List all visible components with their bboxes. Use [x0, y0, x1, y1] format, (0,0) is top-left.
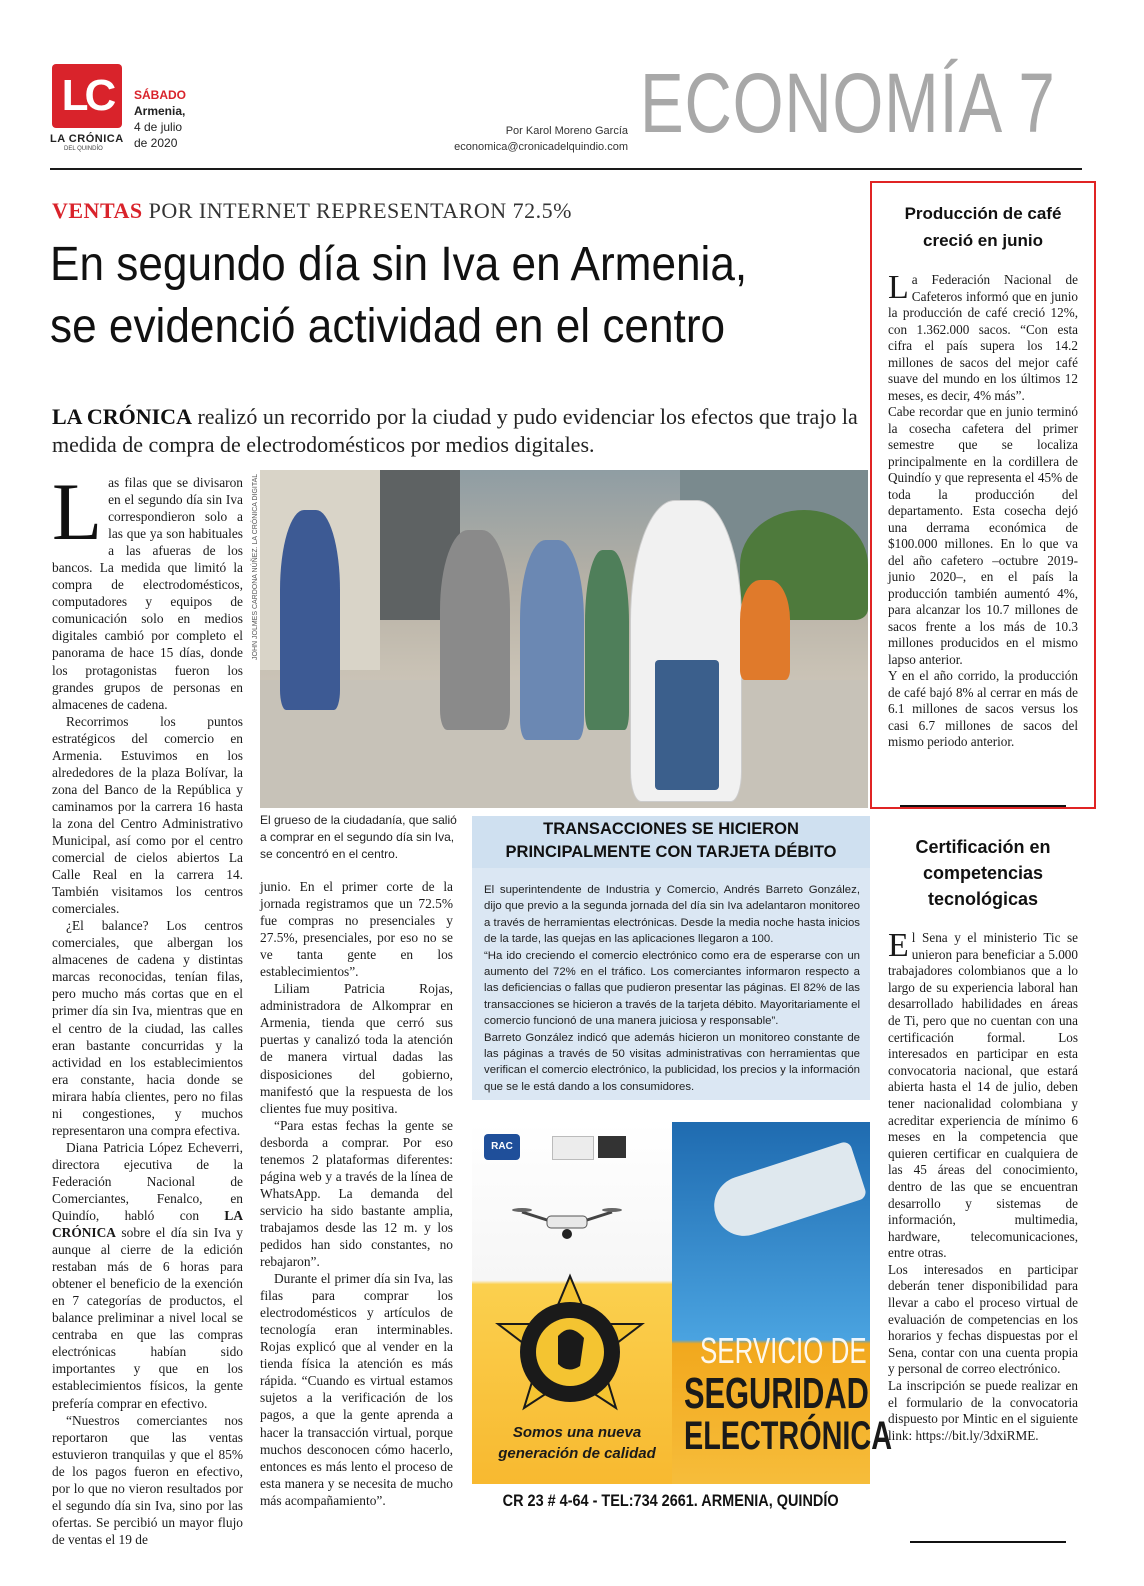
cert-paragraph-1: l Sena y el ministerio Tic se unieron para beneficiar a 5.000 trabajadores colombianos que a lo largo de su experiencia laboral han desarrollado habilidades en áreas de Ti, pero que no cuentan con una certificación formal. Los interesados en participar en esta convocatoria nacional, que estará abierta hasta el 14 de julio, deben tener nacionalidad colombiana y acreditar experiencia de mínimo 6 meses en la competencia que quieren certificar en cualquiera de las 45 áreas del conocimiento, dentro de las que se encuentran desarrollo y sistemas de información, multimedia, hardware, telecomunicaciones, entre otras. — [888, 930, 1078, 1261]
col2-paragraph-4: Durante el primer día sin Iva, las filas para comprar los electrodomésticos y artículos de tecnología eran interminables. Rojas explicó que al vender en la tienda física la atención es más rápida. “Cuando es virtual estamos sujetos a la verificación de los pagos, a que la gente aprenda a hacer la transacción virtual, porque muchos desconocen cómo hacerlo, entonces es más lento el proceso de esta manera y se necesita de mucho más acompañamiento”. — [260, 1271, 453, 1508]
col1-paragraph-1: as filas que se divisaron en el segundo día sin Iva correspondieron solo a las que ya son habituales a las afueras de los bancos. La medida que limitó la compra de electrodomésticos, computadores y equipos de comunicación solo en medios digitales cambió por completo el panorama de hace 15 días, donde los protagonistas fueron los grandes grupos de personas en almacenes de cadena. — [52, 475, 243, 712]
photo-caption: El grueso de la ciudadanía, que salió a comprar en el segundo día sin Iva, se concentró en el centro. — [260, 813, 457, 861]
cert-sidebar-body — [888, 927, 1078, 1444]
page-number: 7 — [1018, 56, 1056, 150]
coffee-paragraph-3: Y en el año corrido, la producción de café bajó 8% al cerrar en más de 6.1 millones de sacos versus los casi 6.7 millones de sacos del mismo periodo anterior. — [888, 668, 1078, 749]
coffee-sidebar-title: Producción de café creció en junio — [904, 204, 1062, 250]
col1-paragraph-5: “Nuestros comerciantes nos reportaron que las ventas estuvieron tranquilas y que el 85% de los pagos fueron en efectivo, por lo que no vieron resultados por el segundo día sin Iva, sino por las ofertas. Se percibió un mayor flujo de ventas el 19 de — [52, 1412, 243, 1547]
lead-text: realizó un recorrido por la ciudad y pudo evidenciar los efectos que trajo la medida de compra de electrodomésticos por medios digitales. — [52, 404, 858, 457]
article-headline — [50, 234, 878, 358]
issue-date-line2: de 2020 — [134, 136, 178, 150]
article-dropcap: L — [52, 466, 103, 557]
col1-outlet-name: LA CRÓNICA — [52, 1208, 243, 1241]
headline-line-2: se evidenció actividad en el centro — [50, 300, 726, 353]
header-rule — [50, 168, 1082, 170]
transactions-body — [484, 882, 860, 1095]
newspaper-subname: DEL QUINDÍO — [64, 146, 103, 152]
coffee-paragraph-1: a Federación Nacional de Cafeteros informó que en junio la producción de café creció 12%, con 1.362.000 sacos. “Con esta cifra el país supera los 14.2 millones de sacos del mejor café suave del mundo en los últimos 12 meses, es decir, 4% más”. — [888, 272, 1078, 403]
transactions-title-line-1: TRANSACCIONES SE HICIERON — [543, 820, 799, 838]
col2-paragraph-2: Liliam Patricia Rojas, administradora de Alkomprar en Armenia, tienda que cerró sus puertas y canalizó toda la atención de manera virtual dadas las disposiciones del gobierno, manifestó que la respuesta de los clientes fue muy positiva. — [260, 981, 453, 1116]
section-name: ECONOMÍA — [640, 56, 1000, 150]
kicker-text: POR INTERNET REPRESENTARON 72.5% — [142, 198, 572, 223]
drone-icon — [512, 1202, 622, 1242]
ad-address-footer: CR 23 # 4-64 - TEL:734 2661. ARMENIA, QUINDÍO — [472, 1484, 870, 1518]
coffee-paragraph-2: Cabe recordar que en junio terminó la cosecha cafetera del primer semestre que se localiza principalmente en la cordillera de Quindío y que representa el 45% de toda la producción del departamento. Esta cosecha dejó una derrama económica de $100.000 millones. En lo que va del año cafetero –octubre 2019-junio 2020–, en el país la producción también aumentó 4%, para alcanzar los 10.7 millones de sacos frente a los más de 10.3 millones producidos en el mismo lapso anterior. — [888, 404, 1078, 667]
coffee-sidebar-rule — [900, 805, 1066, 807]
article-lead — [52, 403, 867, 459]
headline-line-1: En segundo día sin Iva en Armenia, — [50, 238, 748, 291]
newspaper-name: LA CRÓNICA — [50, 133, 124, 145]
transactions-title — [472, 818, 870, 864]
coffee-dropcap: L — [888, 269, 909, 306]
security-camera-icon — [706, 1140, 867, 1243]
col2-paragraph-3: “Para estas fechas la gente se desborda a comprar. Por eso tenemos 2 plataformas diferentes: página web y a través de la línea de WhatsApp. La demanda del servicio ha sido bastante amplia, trabajamos desde las 12 m. y los pedidos han sido constantes, no rebajaron”. — [260, 1117, 453, 1270]
section-header — [640, 58, 1056, 148]
article-column-1 — [52, 466, 243, 1548]
cert-sidebar-title: Certificación en competencias tecnológicas — [915, 837, 1051, 909]
ad-service-line: SERVICIO DE — [700, 1330, 867, 1371]
street-photo — [260, 470, 868, 808]
ad-bureau-logo — [598, 1136, 626, 1158]
col1-paragraph-4: Diana Patricia López Echeverri, directora ejecutiva de la Federación Nacional de Comerciantes, Fenalco, en Quindío, habló con LA CRÓNICA sobre el día sin Iva y aunque al cierre de la edición restaban más de 6 horas para obtener el beneficio de la exención en 7 categorías de productos, el balance preliminar a nivel local se centraba en que las compras electrónicas habían sido importantes y que en los establecimientos físicos, la gente prefería comprar en efectivo. — [52, 1139, 243, 1411]
cert-dropcap: E — [888, 927, 909, 964]
col2-paragraph-1: junio. En el primer corte de la jornada registramos que un 72.5% fue compras no presenciales y 27.5%, presenciales, por eso no se ve tanta gente en los establecimientos”. — [260, 879, 453, 980]
article-column-2 — [260, 878, 453, 1509]
issue-city: Armenia, — [134, 104, 186, 118]
kicker-highlight: VENTAS — [52, 198, 143, 223]
newspaper-logo: LC — [52, 64, 122, 128]
issue-day: SÁBADO — [134, 88, 187, 102]
ad-slogan: Somos una nueva generación de calidad — [498, 1424, 656, 1462]
cert-sidebar-rule — [910, 1541, 1066, 1543]
col1-paragraph-2: Recorrimos los puntos estratégicos del comercio en Armenia. Estuvimos en los alrededores de la plaza Bolívar, la zona del Banco de la República y caminamos por la carrera 16 hasta la zona del Centro Administrativo Municipal, así como por el centro comercial de cielos abiertos La Calle Real en la carrera 14. También visitamos los centros comerciales. — [52, 713, 243, 917]
transactions-title-line-2: PRINCIPALMENTE CON TARJETA DÉBITO — [505, 843, 837, 861]
cert-paragraph-2: Los interesados en participar deberán tener disponibilidad para llevar a cabo el proceso virtual de evaluación de competencias en los horarios y fechas dispuestas por el Sena, contar con una cuenta propia y personal de correo electrónico. — [888, 1261, 1078, 1377]
author-name: Por Karol Moreno García — [505, 125, 628, 137]
issue-date-line1: 4 de julio — [134, 120, 183, 134]
byline — [440, 123, 628, 155]
article-kicker — [52, 198, 572, 224]
transactions-paragraph-3: Barreto González indicó que además hicieron un monitoreo constante de las páginas a través de 50 visitas administrativas con herramientas que verifican el comercio electrónico, la publicidad, los precios y la información que se le está dando a los consumidores. — [484, 1031, 860, 1093]
transactions-paragraph-1: El superintendente de Industria y Comercio, Andrés Barreto González, dijo que previo a la segunda jornada del día sin Iva adelantaron monitoreo a través de herramientas electrónicas. Desde la media noche hasta inicios de la tarde, las quejas en las aplicaciones llegaron a 100. — [484, 884, 860, 946]
col1-paragraph-3: ¿El balance? Los centros comerciales, que albergan los almacenes de cadena y distintas marcas reconocidas, tenían filas, pero mucho más cortas que en el primer día sin Iva, mientras que en el centro de la ciudad, las calles eran bastante concurridas y la actividad en los establecimientos era constante, hacia donde se mirara había clientes, pero no filas ni congestiones, y muchos representaron una compra efectiva. — [52, 918, 243, 1138]
ad-big-line-1: SEGURIDAD — [684, 1369, 869, 1418]
ad-big-line-2: ELECTRÓNICA — [684, 1414, 893, 1458]
coffee-sidebar-body — [888, 269, 1078, 751]
security-badge-icon — [492, 1274, 648, 1430]
photo-credit: JOHN JOLMES CARDONA NÚÑEZ. LA CRÓNICA DIGITAL — [252, 473, 259, 660]
cert-paragraph-3: La inscripción se puede realizar en el formulario de la convocatoria dispuesto por Mintic en el siguiente link: https://bit.ly/3dxiRME. — [888, 1378, 1078, 1443]
security-advertisement[interactable] — [472, 1122, 893, 1518]
ad-rac-logo: RAC — [484, 1134, 520, 1160]
transactions-paragraph-2: “Ha ido creciendo el comercio electrónico como era de esperarse con un aumento del 72% en el tráfico. Los comerciantes informaron respecto a las deficiencias o fallas que pudieron presentar las páginas. El 82% de las transacciones se hicieron a través de la tarjeta débito. Mayoritariamente el comercio funcionó de una manera juiciosa y responsable”. — [484, 949, 860, 1028]
lead-outlet: LA CRÓNICA — [52, 404, 192, 429]
author-email[interactable]: economica@cronicadelquindio.com — [454, 141, 628, 153]
ad-certification-logo — [552, 1136, 594, 1160]
